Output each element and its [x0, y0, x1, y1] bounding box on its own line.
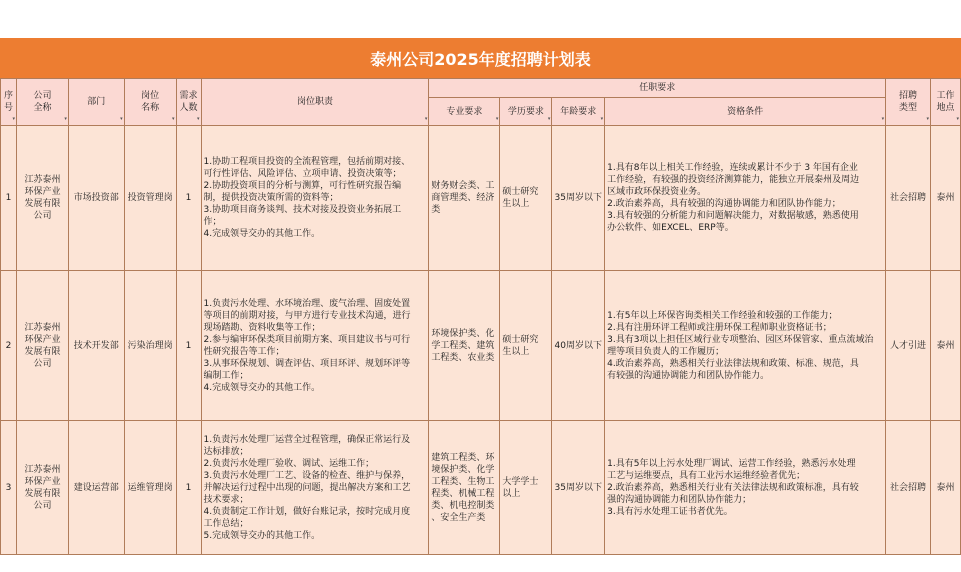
recruitment-table — [0, 78, 961, 555]
col-department-header[interactable]: 部门 ▾ — [68, 79, 124, 126]
cell-qualification-line: 有较强的沟通协调能力和团队协作能力。 — [607, 370, 770, 381]
cell-company-line: 发展有限 — [24, 488, 61, 499]
cell-qualification-line: 强的沟通协调能力和团队协作能力； — [607, 494, 752, 505]
table-row — [1, 126, 961, 271]
cell-education-line: 生以上 — [502, 199, 530, 209]
cell-headcount[interactable]: 1 — [176, 126, 201, 271]
cell-duties[interactable] — [201, 271, 429, 421]
filter-dropdown-icon[interactable]: ▾ — [12, 116, 15, 122]
cell-duties-line: 3.协助项目商务谈判、技术对接及投资业务拓展工 — [203, 205, 402, 215]
cell-company-line: 环保产业 — [24, 334, 61, 345]
cell-location[interactable]: 泰州 — [930, 271, 960, 421]
cell-duties-line: 现场踏勘、资料收集等工作； — [203, 322, 321, 333]
cell-location[interactable]: 泰州 — [930, 421, 960, 555]
cell-headcount[interactable]: 1 — [176, 421, 201, 555]
cell-duties-line: 1.协助工程项目投资的全流程管理，包括前期对接、 — [203, 157, 411, 167]
sheet-title: 泰州公司2025年度招聘计划表 — [0, 38, 961, 78]
col-headcount-header[interactable]: 需求 人数 ▾ — [176, 79, 201, 126]
cell-duties-line: 2.参与编审环保类项目前期方案、项目建议书与可行 — [203, 334, 411, 345]
cell-company-line: 公司 — [33, 211, 52, 221]
cell-company-line: 发展有限 — [24, 199, 61, 209]
cell-company-line: 公司 — [33, 358, 52, 369]
cell-qualification-line: 办公软件、如EXCEL、ERP等。 — [607, 223, 734, 233]
cell-qualification-line: 理等项目负责人的工作履历； — [607, 346, 725, 357]
filter-dropdown-icon[interactable]: ▾ — [956, 116, 959, 122]
cell-qualification-line: 3.具有污水处理工证书者优先。 — [607, 506, 733, 517]
cell-age[interactable]: 35周岁以下 — [552, 126, 605, 271]
cell-education-line: 硕士研究 — [502, 187, 539, 197]
cell-duties-line: 5.完成领导交办的其他工作。 — [203, 530, 321, 541]
top-margin — [0, 0, 961, 38]
cell-recruit-type[interactable]: 社会招聘 — [886, 421, 931, 555]
col-major-header[interactable]: 专业要求 ▾ — [429, 98, 500, 126]
col-recruit-type-header[interactable]: 招聘 类型 ▾ — [886, 79, 931, 126]
cell-major-line: 财务财会类、工 — [431, 181, 495, 191]
cell-education-line: 硕士研究 — [502, 334, 539, 345]
col-duties-header[interactable]: 岗位职责 ▾ — [201, 79, 429, 126]
col-seq-header[interactable]: 序 号 ▾ — [1, 79, 17, 126]
cell-seq[interactable]: 3 — [1, 421, 17, 555]
table-body — [1, 126, 961, 555]
cell-qualification-line: 2.具有注册环评工程师或注册环保工程师职业资格证书； — [607, 322, 832, 333]
cell-company-line: 江苏泰州 — [24, 322, 61, 333]
requirements-group-header[interactable]: 任职要求 — [429, 79, 886, 98]
cell-location[interactable]: 泰州 — [930, 126, 960, 271]
filter-dropdown-icon[interactable]: ▾ — [600, 116, 604, 122]
cell-headcount[interactable]: 1 — [176, 271, 201, 421]
col-education-header[interactable]: 学历要求 ▾ — [500, 98, 552, 126]
cell-qualification-line: 工作经验，有较强的投资经济测算能力，能独立开展泰州及周边 — [607, 175, 860, 185]
cell-age[interactable]: 35周岁以下 — [552, 421, 605, 555]
cell-duties-line: 2.协助投资项目的分析与测算，可行性研究报告编 — [203, 181, 402, 191]
cell-company-line: 江苏泰州 — [24, 175, 61, 185]
cell-major[interactable] — [429, 271, 500, 421]
cell-company-line: 公司 — [33, 500, 52, 511]
cell-seq[interactable]: 2 — [1, 271, 17, 421]
cell-duties-line: 3.负责污水处理厂工艺、设备的检查、维护与保养， — [203, 470, 411, 481]
cell-qualification-line: 1.有5年以上环保咨询类相关工作经验和较强的工作能力； — [607, 310, 838, 321]
filter-dropdown-icon[interactable]: ▾ — [120, 116, 123, 122]
filter-dropdown-icon[interactable]: ▾ — [881, 116, 885, 122]
filter-dropdown-icon[interactable]: ▾ — [495, 116, 499, 122]
cell-major-line: 、安全生产类 — [431, 512, 486, 523]
cell-major[interactable] — [429, 126, 500, 271]
cell-department[interactable]: 市场投资部 — [68, 126, 124, 271]
table-row — [1, 271, 961, 421]
cell-company-line: 环保产业 — [24, 187, 61, 197]
header-row-1 — [1, 79, 961, 98]
cell-duties-line: 2.负责污水处理厂验收、调试、运维工作； — [203, 458, 375, 469]
cell-company-line: 环保产业 — [24, 476, 61, 487]
cell-department[interactable]: 建设运营部 — [68, 421, 124, 555]
cell-seq[interactable]: 1 — [1, 126, 17, 271]
cell-qualification-line: 2.政治素养高，熟悉相关行业有关法律法规和政策标准，具有较 — [607, 482, 859, 493]
cell-qualification-line: 2.政治素养高，具有较强的沟通协调能力和团队协作能力； — [607, 199, 841, 209]
cell-position[interactable]: 运维管理岗 — [124, 421, 176, 555]
cell-duties-line: 可行性评估、风险评估、立项申请、投资决策等； — [203, 169, 402, 179]
cell-duties-line: 性研究报告等工作； — [203, 346, 285, 357]
cell-duties-line: 1.负责污水处理厂运营全过程管理，确保正常运行及 — [203, 434, 411, 445]
col-age-header[interactable]: 年龄要求 ▾ — [552, 98, 605, 126]
col-qualification-header[interactable]: 资格条件 ▾ — [605, 98, 886, 126]
cell-duties-line: 工作总结； — [203, 518, 249, 529]
cell-major[interactable] — [429, 421, 500, 555]
cell-duties-line: 等项目的前期对接，与甲方进行专业技术沟通，进行 — [203, 310, 411, 321]
cell-qualification-line: 区域市政环保投资业务。 — [607, 187, 707, 197]
cell-major-line: 环境保护类、化 — [431, 328, 495, 339]
cell-education[interactable] — [500, 271, 552, 421]
cell-recruit-type[interactable]: 人才引进 — [886, 271, 931, 421]
col-location-header[interactable]: 工作 地点 ▾ — [930, 79, 960, 126]
filter-dropdown-icon[interactable]: ▾ — [197, 116, 200, 122]
cell-qualification[interactable] — [605, 271, 886, 421]
cell-major-line: 境保护类、化学 — [431, 464, 495, 475]
cell-company[interactable] — [16, 126, 68, 271]
cell-company[interactable] — [16, 271, 68, 421]
cell-qualification-line: 3.具有较强的分析能力和问题解决能力，对数据敏感，熟悉使用 — [607, 211, 859, 221]
cell-major-line: 建筑工程类、环 — [431, 452, 495, 463]
cell-duties-line: 4.负责制定工作计划，做好台账记录，按时完成月度 — [203, 506, 411, 517]
cell-duties-line: 并解决运行过程中出现的问题，提出解决方案和工艺 — [203, 482, 411, 493]
cell-major-line: 工程类、生物工 — [431, 476, 495, 487]
cell-company[interactable] — [16, 421, 68, 555]
cell-major-line: 程类、机械工程 — [431, 488, 495, 499]
cell-qualification-line: 1.具有5年以上污水处理厂调试、运营工作经验，熟悉污水处理 — [607, 458, 856, 469]
cell-position[interactable]: 投资管理岗 — [124, 126, 176, 271]
table-row — [1, 421, 961, 555]
cell-qualification[interactable] — [605, 126, 886, 271]
cell-major-line: 类、机电控制类 — [431, 500, 495, 511]
filter-dropdown-icon[interactable]: ▾ — [547, 116, 551, 122]
cell-education-line: 生以上 — [502, 346, 530, 357]
cell-qualification[interactable] — [605, 421, 886, 555]
cell-recruit-type[interactable]: 社会招聘 — [886, 126, 931, 271]
cell-duties-line: 作； — [203, 217, 222, 227]
cell-duties-line: 达标排放； — [203, 446, 249, 457]
cell-duties-line: 3.从事环保规划、调查评估、项目环评、规划环评等 — [203, 358, 411, 369]
cell-company-line: 江苏泰州 — [24, 464, 61, 475]
cell-duties-line: 1.负责污水处理、水环境治理、废气治理、固废处置 — [203, 298, 411, 309]
cell-education[interactable] — [500, 421, 552, 555]
cell-duties-line: 编制工作； — [203, 370, 249, 381]
cell-age[interactable]: 40周岁以下 — [552, 271, 605, 421]
cell-qualification-line: 工艺与运维要点，具有工业污水运维经验者优先； — [607, 470, 806, 481]
filter-dropdown-icon[interactable]: ▾ — [926, 116, 929, 122]
cell-education-line: 以上 — [502, 488, 521, 499]
cell-major-line: 学工程类、建筑 — [431, 340, 495, 351]
cell-education[interactable] — [500, 126, 552, 271]
cell-duties-line: 4.完成领导交办的其他工作。 — [203, 229, 321, 239]
cell-major-line: 工程类、农业类 — [431, 352, 495, 363]
filter-dropdown-icon[interactable]: ▾ — [424, 116, 428, 122]
col-position-header[interactable]: 岗位 名称 ▾ — [124, 79, 176, 126]
cell-position[interactable]: 污染治理岗 — [124, 271, 176, 421]
cell-duties[interactable] — [201, 421, 429, 555]
cell-duties-line: 制，提供投资决策所需的资料等； — [203, 193, 339, 203]
cell-duties-line: 4.完成领导交办的其他工作。 — [203, 382, 321, 393]
bottom-margin — [0, 556, 961, 572]
cell-department[interactable]: 技术开发部 — [68, 271, 124, 421]
filter-dropdown-icon[interactable]: ▾ — [172, 116, 175, 122]
cell-duties[interactable] — [201, 126, 429, 271]
cell-qualification-line: 3.具有3项以上担任区域行业专项整治、园区环保管家、重点流域治 — [607, 334, 874, 345]
cell-duties-line: 技术要求； — [203, 494, 249, 505]
cell-major-line: 类 — [431, 205, 441, 215]
cell-education-line: 大学学士 — [502, 476, 539, 487]
filter-dropdown-icon[interactable]: ▾ — [64, 116, 67, 122]
cell-qualification-line: 1.具有8年以上相关工作经验，连续或累计不少于 3 年国有企业 — [607, 163, 858, 173]
col-company-header[interactable]: 公司 全称 ▾ — [16, 79, 68, 126]
cell-qualification-line: 4.政治素养高，熟悉相关行业法律法规和政策、标准、规范，具 — [607, 358, 859, 369]
cell-major-line: 商管理类、经济 — [431, 193, 495, 203]
cell-company-line: 发展有限 — [24, 346, 61, 357]
